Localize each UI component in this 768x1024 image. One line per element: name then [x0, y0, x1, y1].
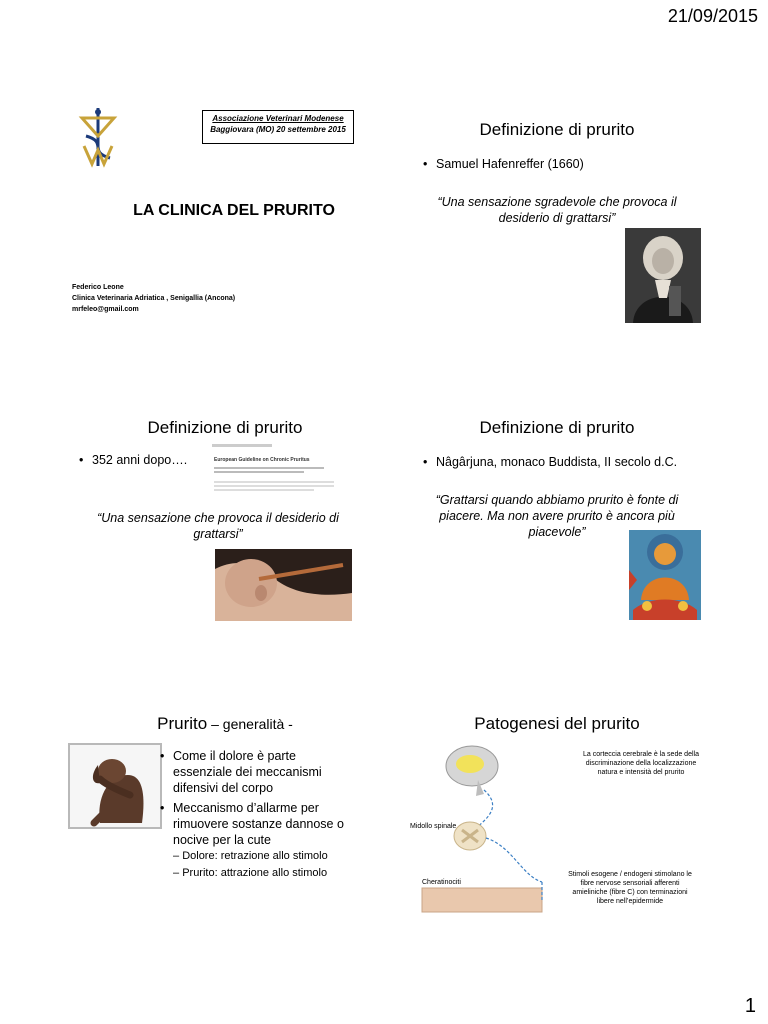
slide-1-title: LA CLINICA DEL PRURITO	[133, 202, 335, 219]
slide-4-bullet: • Nâgârjuna, monaco Buddista, II secolo d.C.	[436, 454, 677, 470]
slide-5	[60, 686, 390, 936]
slide-5-bullet-1: • Come il dolore è parte essenziale dei meccanismi difensivi del corpo	[173, 748, 358, 796]
slide-3-quote: “Una sensazione che provoca il desiderio di grattarsi”	[97, 511, 339, 541]
spinal-cord-icon	[454, 822, 486, 850]
slide-5-sub-2: – Prurito: attrazione allo stimolo	[173, 867, 328, 879]
slide-3-title: Definizione di prurito	[147, 418, 303, 437]
scratching-dog-photo-icon	[68, 743, 162, 829]
slide-2-bullet: • Samuel Hafenreffer (1660)	[436, 156, 584, 172]
author-block	[72, 282, 235, 315]
brain-icon	[446, 746, 498, 796]
slide-5-title	[60, 714, 390, 734]
skin-layer-icon	[422, 888, 542, 912]
stimuli-note: Stimoli esogene / endogeni stimolano le fibre nervose sensoriali afferenti amieliniche (fibre C) con terminazioni libere nell’epidermide	[568, 871, 692, 905]
slide-5-title-sub: – generalità -	[207, 716, 293, 732]
slide-6-title: Patogenesi del prurito	[474, 714, 640, 733]
spinal-cord-label: Midollo spinale	[410, 823, 457, 830]
slide-3	[60, 388, 390, 638]
slide-6	[392, 686, 722, 936]
cortex-note: La corteccia cerebrale è la sede della discriminazione della localizzazione natura e intensità del prurito	[583, 751, 699, 776]
association-name: Associazione Veterinari Modenese	[212, 114, 344, 123]
author-name: Federico Leone	[72, 284, 124, 291]
slide-4	[392, 388, 722, 638]
association-place: Baggiovara (MO) 20 settembre 2015	[210, 125, 346, 134]
slide-2-quote: “Una sensazione sgradevole che provoca il desiderio di grattarsi”	[437, 195, 677, 225]
page-date: 21/09/2015	[667, 6, 758, 26]
paper-title: European Guideline on Chronic Pruritus	[214, 457, 310, 463]
slide-4-quote: “Grattarsi quando abbiamo prurito è fonte di piacere. Ma non avere prurito è ancora più piacevole”	[435, 493, 679, 539]
author-email: mrfeleo@gmail.com	[72, 306, 139, 313]
guideline-paper-thumbnail	[212, 444, 342, 498]
slide-2	[392, 90, 722, 340]
slide-5-sub-1-text: Dolore: retrazione allo stimolo	[182, 850, 328, 862]
association-box	[202, 110, 354, 144]
author-clinic: Clinica Veterinaria Adriatica , Senigallia (Ancona)	[72, 295, 236, 302]
slide-5-bullet-2: • Meccanismo d’allarme per rimuovere sostanze dannose o nocive per la cute	[173, 800, 358, 848]
slide-1	[60, 90, 390, 340]
caduceus-logo-icon	[78, 106, 118, 168]
page-number: 1	[744, 995, 756, 1017]
slide-3-bullet: • 352 anni dopo….	[92, 452, 187, 468]
slide-5-sub-1: – Dolore: retrazione allo stimolo	[173, 850, 328, 862]
back-scratcher-photo-icon	[215, 549, 352, 621]
slide-2-title: Definizione di prurito	[479, 120, 635, 139]
slide-5-title-main: Prurito	[157, 714, 208, 733]
slide-4-title: Definizione di prurito	[479, 418, 635, 437]
keratinocytes-label: Cheratinociti	[422, 879, 461, 886]
buddhist-painting-icon	[629, 530, 701, 620]
portrait-icon	[625, 228, 701, 323]
slide-5-sub-2-text: Prurito: attrazione allo stimolo	[182, 867, 328, 879]
